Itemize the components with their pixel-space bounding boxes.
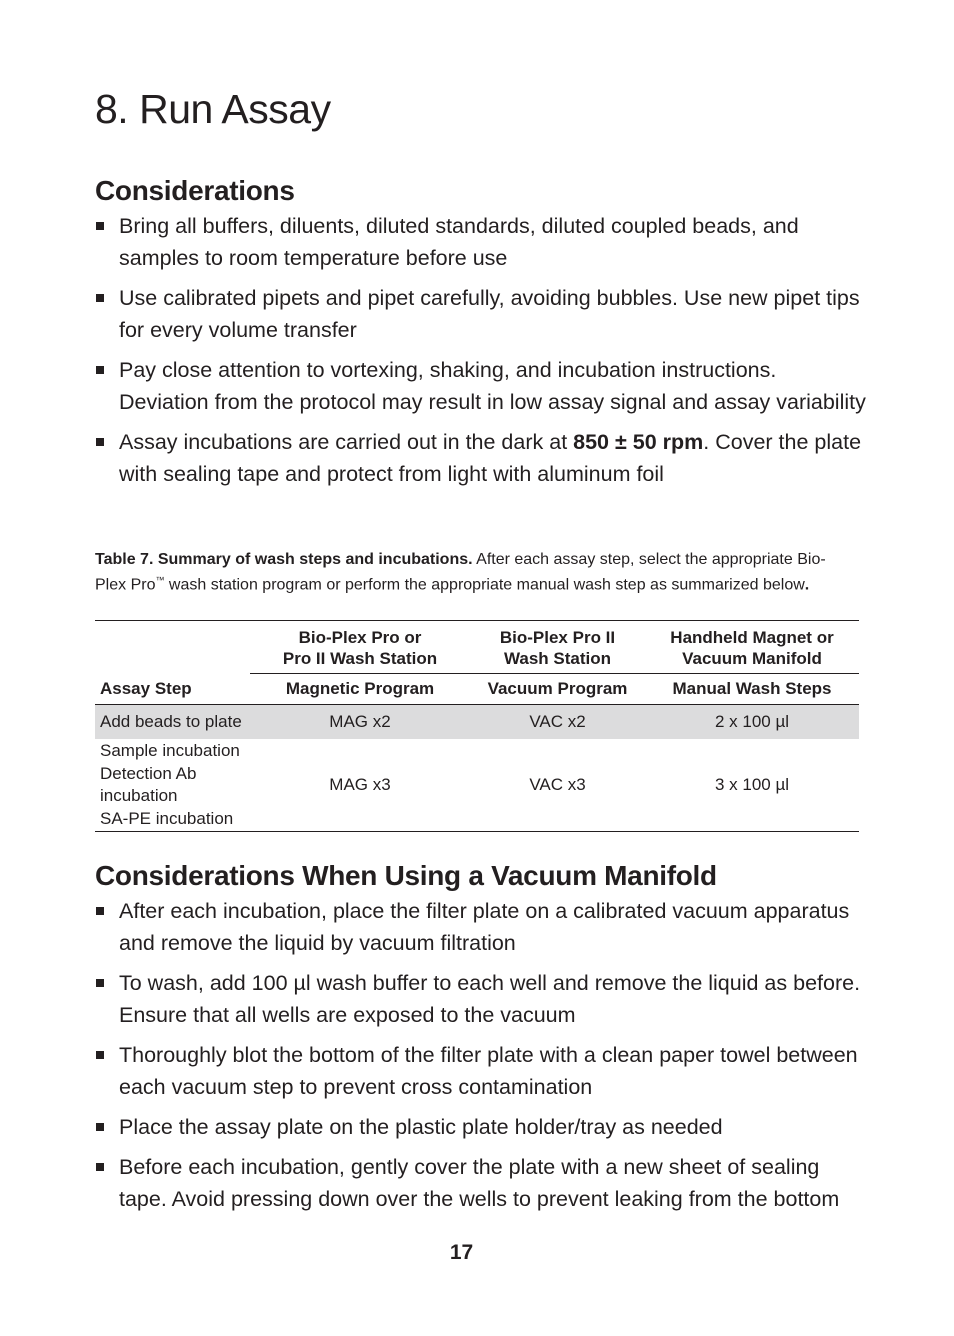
- vacuum-manifold-heading: Considerations When Using a Vacuum Manifold: [95, 860, 717, 891]
- list-item-text: Pay close attention to vortexing, shaking, and incubation instructions. Deviation from the protocol may result in low assay signal and assay variability: [119, 358, 866, 414]
- header-line: Pro II Wash Station: [282, 649, 438, 668]
- column-header-assay-step: Assay Step: [100, 678, 192, 698]
- list-item: [95, 426, 870, 490]
- header-line: Vacuum Manifold: [682, 649, 822, 668]
- table-caption-text: wash station program or perform the appropriate manual wash step as summarized below: [164, 576, 805, 594]
- list-item-text: Use calibrated pipets and pipet carefully, avoiding bubbles. Use new pipet tips for every volume transfer: [119, 286, 860, 342]
- considerations-heading: Considerations: [95, 175, 295, 206]
- bullet-square-icon: [96, 222, 104, 230]
- empty-header-cell: [95, 621, 250, 674]
- bullet-square-icon: [96, 366, 104, 374]
- bullet-square-icon: [96, 294, 104, 302]
- table-row: [95, 705, 859, 740]
- list-item: [95, 895, 870, 959]
- wash-steps-table: [95, 620, 859, 832]
- bullet-square-icon: [96, 1123, 104, 1131]
- manual-cell: 3 x 100 µl: [714, 775, 790, 794]
- bullet-square-icon: [96, 907, 104, 915]
- bullet-square-icon: [96, 438, 104, 446]
- list-item-text: To wash, add 100 µl wash buffer to each well and remove the liquid as before. Ensure that all wells are exposed to the vacuum: [119, 971, 861, 1027]
- list-item-text: . Cover the plate with sealing tape and protect from light with aluminum foil: [119, 430, 862, 486]
- group-header-manual: [645, 621, 859, 674]
- trademark-symbol: ™: [155, 575, 165, 585]
- bullet-square-icon: [96, 1051, 104, 1059]
- vacuum-manifold-list: [95, 895, 870, 1223]
- group-header-vacuum: [470, 621, 645, 674]
- list-item: [95, 1111, 870, 1143]
- header-line: Handheld Magnet or: [670, 628, 834, 647]
- list-item-text: Before each incubation, gently cover the plate with a new sheet of sealing tape. Avoid pressing down over the wells to prevent leaking from the bottom: [119, 1155, 840, 1211]
- list-item: [95, 967, 870, 1031]
- step-line: SA-PE incubation: [100, 808, 234, 828]
- group-header-magnetic: [250, 621, 470, 674]
- step-line: Detection Ab incubation: [100, 763, 197, 805]
- magnetic-cell: MAG x2: [250, 705, 470, 740]
- table-caption-label: Table 7. Summary of wash steps and incubations.: [95, 551, 473, 568]
- list-item: [95, 354, 870, 418]
- bullet-square-icon: [96, 1163, 104, 1171]
- list-item: [95, 1151, 870, 1215]
- page-title: 8. Run Assay: [95, 86, 331, 132]
- assay-step-cell: Add beads to plate: [95, 705, 250, 740]
- vacuum-cell: VAC x2: [470, 705, 645, 740]
- page-number: 17: [449, 1241, 474, 1264]
- list-item: [95, 282, 870, 346]
- header-line: Wash Station: [503, 649, 612, 668]
- list-item-text: Thoroughly blot the bottom of the filter plate with a clean paper towel between each vacuum step to prevent cross contamination: [119, 1043, 858, 1099]
- list-item-text: Bring all buffers, diluents, diluted standards, diluted coupled beads, and samples to room temperature before use: [119, 214, 799, 270]
- vacuum-cell: VAC x3: [529, 775, 586, 794]
- table-caption-text: After each assay step, select the appropriate Bio-Plex Pro: [95, 551, 826, 594]
- table-row: [95, 739, 859, 832]
- list-item-text: Place the assay plate on the plastic plate holder/tray as needed: [119, 1115, 723, 1139]
- header-line: Bio-Plex Pro II: [499, 628, 616, 647]
- table-column-header-row: [95, 674, 859, 705]
- list-item: [95, 210, 870, 274]
- table-caption: [95, 549, 855, 595]
- column-header-manual-wash-steps: Manual Wash Steps: [672, 679, 832, 698]
- header-line: Bio-Plex Pro or: [298, 628, 422, 647]
- list-item-text: After each incubation, place the filter plate on a calibrated vacuum apparatus and remove the liquid by vacuum filtration: [119, 899, 850, 955]
- column-header-vacuum-program: Vacuum Program: [487, 679, 628, 698]
- column-header-magnetic-program: Magnetic Program: [285, 679, 435, 698]
- manual-cell: 2 x 100 µl: [645, 705, 859, 740]
- magnetic-cell: MAG x3: [329, 775, 391, 794]
- list-item: [95, 1039, 870, 1103]
- bullet-square-icon: [96, 979, 104, 987]
- table-caption-end: .: [804, 576, 810, 594]
- table-group-header-row: [95, 621, 859, 674]
- step-line: Sample incubation: [100, 741, 240, 760]
- list-item-text: Assay incubations are carried out in the dark at: [119, 430, 574, 454]
- assay-step-cell: [95, 739, 250, 832]
- considerations-list: [95, 210, 870, 498]
- rpm-value: 850 ± 50 rpm: [573, 430, 704, 454]
